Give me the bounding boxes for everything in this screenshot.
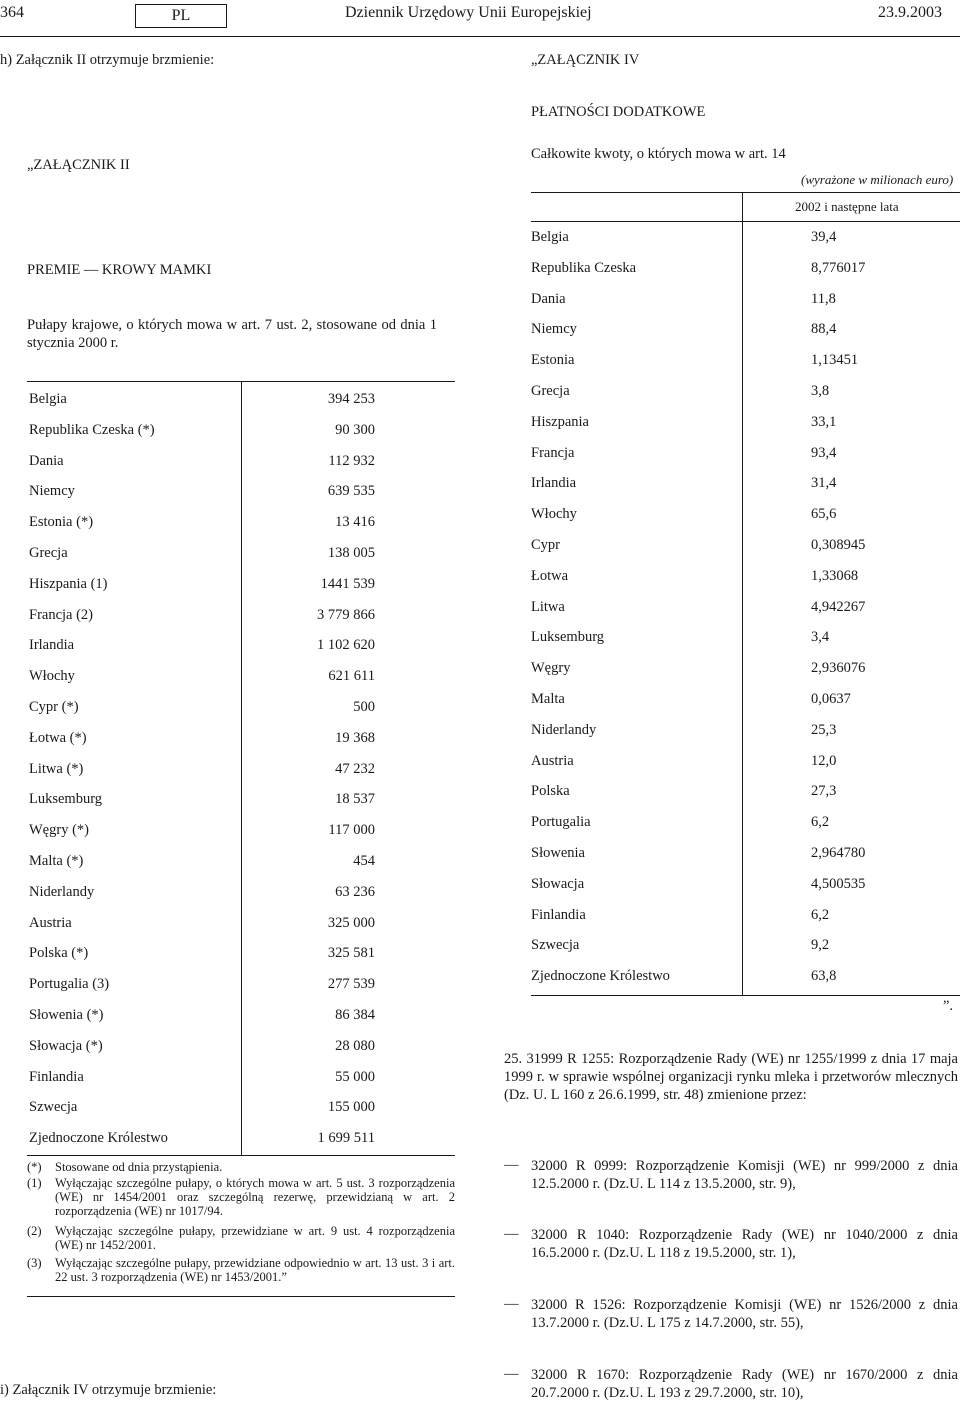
payment-amount: 33,1 [811, 413, 837, 430]
cow-ceiling-value: 325 581 [327, 945, 375, 962]
payment-amount: 4,500535 [811, 875, 866, 892]
country-name: Szwecja [531, 937, 580, 954]
country-name: Portugalia [531, 814, 591, 831]
dash-bullet: — [504, 1366, 519, 1382]
header-row-rule [531, 221, 960, 222]
intro-i: i) Załącznik IV otrzymuje brzmienie: [0, 1382, 217, 1398]
dash-bullet: — [504, 1296, 519, 1312]
payment-amount: 27,3 [811, 783, 837, 800]
table-row [27, 668, 455, 688]
payment-amount: 0,0637 [811, 691, 851, 707]
table-row [27, 853, 455, 873]
table-row [27, 822, 455, 842]
country-name: Irlandia [531, 475, 577, 492]
annex-ii-caption: Pułapy krajowe, o których mowa w art. 7 ust. 2, stosowane od dnia 1 stycznia 2000 r. [27, 317, 437, 351]
table-row [27, 483, 455, 503]
dash-bullet: — [504, 1226, 519, 1242]
table-row [27, 915, 455, 935]
unit-rule [531, 192, 960, 193]
table-row [531, 937, 960, 957]
footnote-text: Wyłączając szczególne pułapy, o których mowa w art. 5 ust. 3 rozporządzenia (WE) nr 1454/2001 oraz szczególną rezerwę, przewidzianą w art. 2 rozporządzenia (WE) nr 1017/94. [55, 1176, 455, 1218]
footnote-marker: (3) [27, 1256, 42, 1270]
table-row [27, 422, 455, 442]
country-name: Niemcy [531, 321, 577, 338]
footnote-text: Wyłączając szczególne pułapy, przewidziane w art. 9 ust. 4 rozporządzenia (WE) nr 1452/2001. [55, 1224, 455, 1252]
cow-ceiling-value: 47 232 [335, 760, 375, 777]
table-row [27, 453, 455, 473]
unit-note: (wyrażone w milionach euro) [801, 172, 954, 187]
table-row [27, 730, 455, 750]
language-badge: PL [135, 4, 227, 28]
cow-ceiling-value: 86 384 [335, 1007, 375, 1023]
table-row [27, 607, 455, 627]
payment-amount: 11,8 [811, 290, 836, 307]
table-row [531, 599, 960, 619]
payment-amount: 6,2 [811, 814, 830, 831]
table-row [27, 1007, 455, 1027]
cow-ceiling-value: 19 368 [335, 729, 375, 746]
country-name: Polska [531, 783, 570, 800]
footnote-text: Wyłączając szczególne pułapy, przewidziane odpowiednio w art. 13 ust. 3 i art. 22 ust. 3 rozporządzenia (WE) nr 1453/2001.” [55, 1256, 455, 1284]
table-row [27, 1130, 455, 1150]
table-row [27, 637, 455, 657]
cow-ceiling-value: 18 537 [335, 791, 375, 808]
payment-amount: 2,936076 [811, 660, 866, 677]
table-row [27, 391, 455, 411]
table-row [531, 537, 960, 557]
country-name: Luksemburg [29, 791, 103, 808]
country-name: Słowacja (*) [29, 1037, 103, 1054]
item-25-text: 25. 31999 R 1255: Rozporządzenie Rady (WE) nr 1255/1999 z dnia 17 maja 1999 r. w sprawie wspólnej organizacji rynku mleka i przetworów mlecznych (Dz. U. L 160 z 26.6.1999, str. 48) zmienione przez: [504, 1051, 958, 1103]
payment-amount: 1,13451 [811, 352, 859, 369]
payment-amount: 63,8 [811, 968, 837, 985]
country-name: Cypr [531, 537, 560, 553]
country-name: Irlandia [29, 637, 75, 654]
annex-ii-title: „ZAŁĄCZNIK II [27, 157, 130, 173]
country-name: Niderlandy [29, 883, 95, 900]
table-row [531, 568, 960, 588]
country-name: Węgry (*) [29, 822, 89, 839]
table-row [531, 691, 960, 711]
header-rule [0, 36, 960, 37]
country-name: Austria [531, 752, 574, 769]
footnote-rule [27, 1296, 455, 1297]
country-name: Grecja [29, 545, 68, 561]
cow-ceiling-value: 1441 539 [320, 575, 375, 592]
table-row [531, 876, 960, 896]
table-row [531, 414, 960, 434]
country-name: Estonia [531, 352, 575, 369]
payment-amount: 88,4 [811, 321, 837, 338]
payment-amount: 3,8 [811, 383, 830, 399]
cow-ceiling-value: 454 [353, 853, 375, 869]
table-row [531, 845, 960, 865]
table-row [531, 291, 960, 311]
table-row [531, 783, 960, 803]
country-name: Estonia (*) [29, 514, 94, 531]
cow-ceiling-value: 621 611 [328, 668, 375, 685]
country-name: Luksemburg [531, 629, 605, 646]
country-name: Niemcy [29, 483, 75, 500]
payment-amount: 31,4 [811, 475, 837, 492]
table-row [27, 791, 455, 811]
country-name: Słowacja [531, 875, 585, 892]
annex-iv-title: „ZAŁĄCZNIK IV [531, 52, 640, 68]
country-name: Zjednoczone Królestwo [29, 1130, 168, 1147]
table-row [531, 383, 960, 403]
amendment-item: 32000 R 1670: Rozporządzenie Rady (WE) nr 1670/2000 z dnia 20.7.2000 r. (Dz.U. L 193 z 29.7.2000, str. 10), [531, 1367, 958, 1401]
country-name: Szwecja [29, 1099, 78, 1116]
country-name: Łotwa (*) [29, 729, 87, 746]
table-row [27, 1038, 455, 1058]
cow-ceiling-value: 3 779 866 [317, 606, 375, 623]
payment-amount: 25,3 [811, 721, 837, 738]
country-name: Malta [531, 691, 565, 707]
cow-ceiling-value: 90 300 [335, 421, 375, 438]
payment-amount: 39,4 [811, 229, 837, 245]
country-name: Cypr (*) [29, 699, 79, 715]
cow-ceiling-value: 55 000 [335, 1068, 375, 1085]
table-row [27, 884, 455, 904]
cow-ceiling-value: 277 539 [327, 976, 375, 993]
table-row [27, 761, 455, 781]
table-row [531, 229, 960, 249]
annex-iv-caption: Całkowite kwoty, o których mowa w art. 14 [531, 146, 786, 162]
intro-h: h) Załącznik II otrzymuje brzmienie: [0, 52, 215, 68]
cow-ceiling-value: 112 932 [328, 452, 375, 469]
table-row [531, 722, 960, 742]
amendment-item: 32000 R 0999: Rozporządzenie Komisji (WE) nr 999/2000 z dnia 12.5.2000 r. (Dz.U. L 114 z 13.5.2000, str. 9), [531, 1158, 958, 1192]
payment-amount: 3,4 [811, 629, 830, 646]
footnote-text: Stosowane od dnia przystąpienia. [55, 1160, 223, 1174]
payment-amount: 2,964780 [811, 845, 866, 861]
payment-amount: 0,308945 [811, 537, 866, 553]
payment-amount: 8,776017 [811, 259, 866, 276]
table-row [531, 260, 960, 280]
country-name: Słowenia (*) [29, 1007, 104, 1023]
table-row [531, 907, 960, 927]
country-name: Polska (*) [29, 945, 89, 962]
table-row [27, 945, 455, 965]
country-name: Niderlandy [531, 721, 597, 738]
payment-amount: 4,942267 [811, 598, 866, 615]
country-name: Republika Czeska [531, 259, 637, 276]
country-name: Łotwa [531, 567, 569, 584]
country-name: Francja (2) [29, 606, 94, 623]
cow-ceiling-value: 1 102 620 [317, 637, 375, 654]
payment-amount: 65,6 [811, 506, 837, 523]
cow-ceiling-value: 28 080 [335, 1037, 375, 1054]
country-name: Portugalia (3) [29, 976, 110, 993]
table-rule-bottom [27, 1155, 455, 1156]
payment-amount: 1,33068 [811, 567, 859, 584]
country-name: Belgia [531, 229, 569, 245]
table-row [531, 660, 960, 680]
payment-amount: 12,0 [811, 752, 837, 769]
country-name: Hiszpania (1) [29, 575, 108, 592]
table-row [531, 753, 960, 773]
country-name: Litwa (*) [29, 760, 84, 777]
table-row [531, 506, 960, 526]
table-row [27, 514, 455, 534]
cow-ceiling-value: 138 005 [327, 545, 375, 561]
cow-ceiling-value: 500 [353, 699, 375, 715]
cow-ceiling-value: 639 535 [327, 483, 375, 500]
table-row [27, 576, 455, 596]
country-name: Włochy [531, 506, 577, 523]
country-name: Włochy [29, 668, 75, 685]
country-name: Republika Czeska (*) [29, 421, 155, 438]
country-name: Francja [531, 444, 575, 461]
table-row [531, 475, 960, 495]
payment-amount: 93,4 [811, 444, 837, 461]
closing-quote: ”. [943, 998, 954, 1014]
cow-ceiling-value: 155 000 [327, 1099, 375, 1116]
country-name: Litwa [531, 598, 565, 615]
country-name: Dania [531, 290, 566, 307]
country-name: Finlandia [531, 906, 586, 923]
cow-ceiling-value: 117 000 [328, 822, 375, 839]
footnote-marker: (2) [27, 1224, 42, 1238]
country-name: Zjednoczone Królestwo [531, 968, 670, 985]
table-row [27, 1069, 455, 1089]
cow-ceiling-value: 13 416 [335, 514, 375, 531]
table-row [531, 445, 960, 465]
payment-amount: 6,2 [811, 906, 830, 923]
table-rule-bottom-right [531, 995, 960, 996]
country-name: Malta (*) [29, 853, 84, 869]
table-column-divider-right [742, 192, 743, 995]
country-name: Słowenia [531, 845, 585, 861]
journal-title: Dziennik Urzędowy Unii Europejskiej [345, 4, 592, 21]
country-name: Dania [29, 452, 64, 469]
table-row [531, 814, 960, 834]
annex-iv-section-title: PŁATNOŚCI DODATKOWE [531, 104, 706, 120]
table-row [531, 968, 960, 988]
cow-ceiling-value: 1 699 511 [317, 1130, 375, 1147]
table-row [27, 699, 455, 719]
country-name: Austria [29, 914, 72, 931]
table-row [27, 545, 455, 565]
publication-date: 23.9.2003 [878, 4, 942, 21]
footnote-marker: (*) [27, 1160, 42, 1174]
cow-ceiling-value: 394 253 [327, 391, 375, 407]
country-name: Hiszpania [531, 413, 589, 430]
column-header: 2002 i następne lata [795, 199, 899, 214]
annex-ii-section-title: PREMIE — KROWY MAMKI [27, 262, 212, 278]
table-row [531, 352, 960, 372]
table-row [531, 629, 960, 649]
country-name: Belgia [29, 391, 67, 407]
dash-bullet: — [504, 1157, 519, 1173]
country-name: Węgry [531, 660, 571, 677]
table-row [27, 1099, 455, 1119]
footnote-marker: (1) [27, 1176, 42, 1190]
cow-ceiling-value: 63 236 [335, 883, 375, 900]
payment-amount: 9,2 [811, 937, 830, 954]
table-row [531, 321, 960, 341]
country-name: Grecja [531, 383, 570, 399]
amendment-item: 32000 R 1040: Rozporządzenie Rady (WE) nr 1040/2000 z dnia 16.5.2000 r. (Dz.U. L 118 z 19.5.2000, str. 1), [531, 1227, 958, 1261]
page-number: 364 [0, 4, 24, 21]
country-name: Finlandia [29, 1068, 84, 1085]
table-row [27, 976, 455, 996]
amendment-item: 32000 R 1526: Rozporządzenie Komisji (WE) nr 1526/2000 z dnia 13.7.2000 r. (Dz.U. L 175 z 14.7.2000, str. 55), [531, 1297, 958, 1331]
cow-ceiling-value: 325 000 [327, 914, 375, 931]
